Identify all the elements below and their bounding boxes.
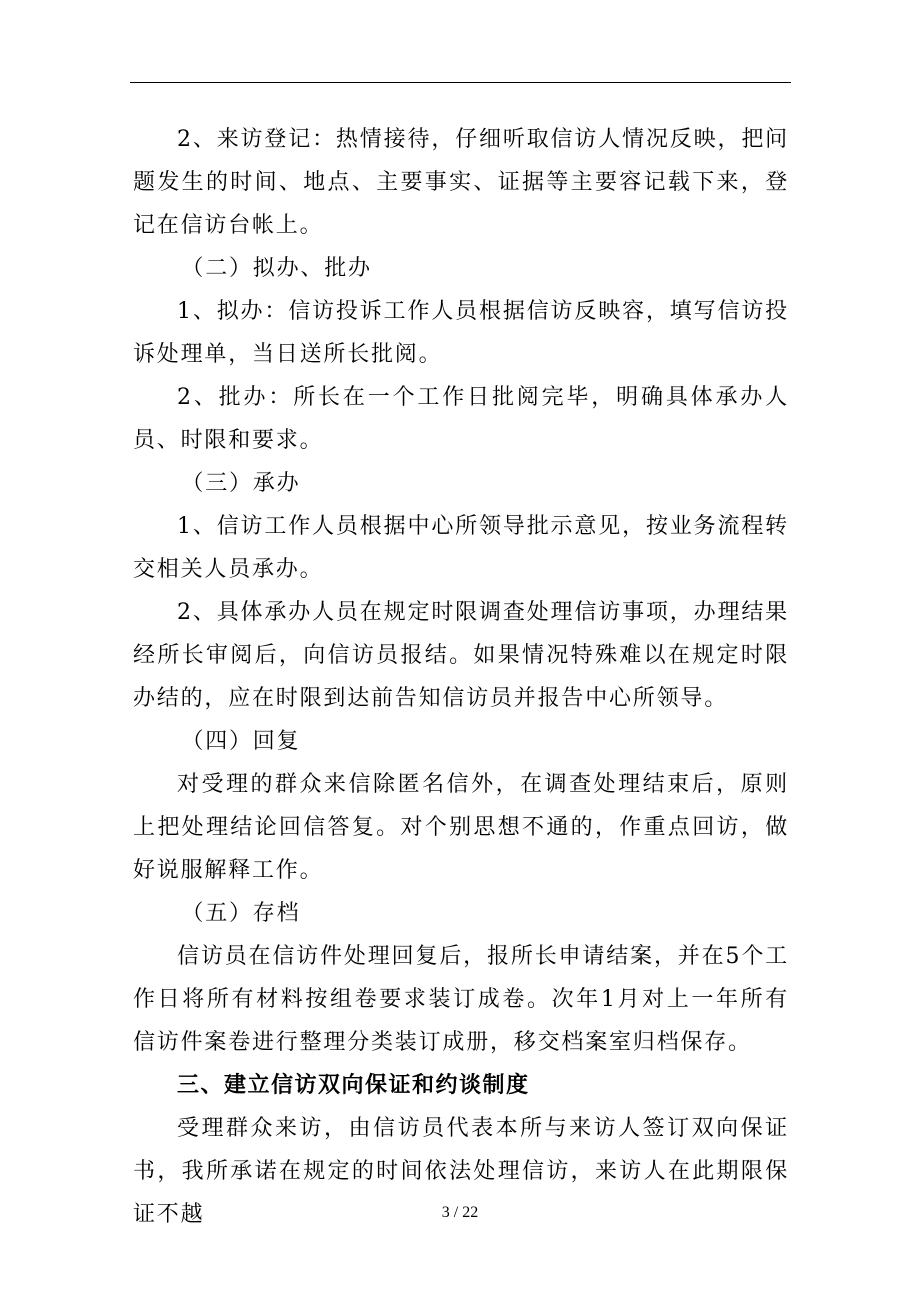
- section-heading-three: 三、建立信访双向保证和约谈制度: [177, 1073, 530, 1098]
- paragraph-approve: 2、批办：所长在一个工作日批阅完毕，明确具体承办人员、时限和要求。: [133, 385, 789, 453]
- subheading-undertake: （三）承办: [181, 471, 301, 496]
- subheading-archive: （五）存档: [181, 901, 301, 926]
- header-rule: [130, 82, 791, 83]
- subheading-reply: （四）回复: [181, 729, 301, 754]
- page-number: 3 / 22: [441, 1204, 479, 1221]
- paragraph-archive: 信访员在信访件处理回复后，报所长申请结案，并在5个工作日将所有材料按组卷要求装订成卷。次年1月对上一年所有信访件案卷进行整理分类装订成册，移交档案室归档保存。: [133, 944, 789, 1055]
- paragraph-reply: 对受理的群众来信除匿名信外，在调查处理结束后，原则上把处理结论回信答复。对个别思想不通的，作重点回访，做好说服解释工作。: [133, 772, 789, 883]
- subheading-draft-approve: （二）拟办、批办: [181, 256, 372, 281]
- paragraph-undertake-2: 2、具体承办人员在规定时限调查处理信访事项，办理结果经所长审阅后，向信访员报结。如果情况特殊难以在规定时限办结的，应在时限到达前告知信访员并报告中心所领导。: [133, 600, 789, 711]
- paragraph-draft: 1、拟办：信访投诉工作人员根据信访反映容，填写信访投诉处理单，当日送所长批阅。: [133, 299, 789, 367]
- document-body: [133, 118, 789, 1236]
- paragraph-visit-guarantee: 受理群众来访，由信访员代表本所与来访人签订双向保证书，我所承诺在规定的时间依法处理信访，来访人在此期限保证不越: [133, 1116, 789, 1227]
- paragraph-visit-registration: 2、来访登记：热情接待，仔细听取信访人情况反映，把问题发生的时间、地点、主要事实、证据等主要容记载下来，登记在信访台帐上。: [133, 127, 789, 238]
- paragraph-undertake-1: 1、信访工作人员根据中心所领导批示意见，按业务流程转交相关人员承办。: [133, 514, 789, 582]
